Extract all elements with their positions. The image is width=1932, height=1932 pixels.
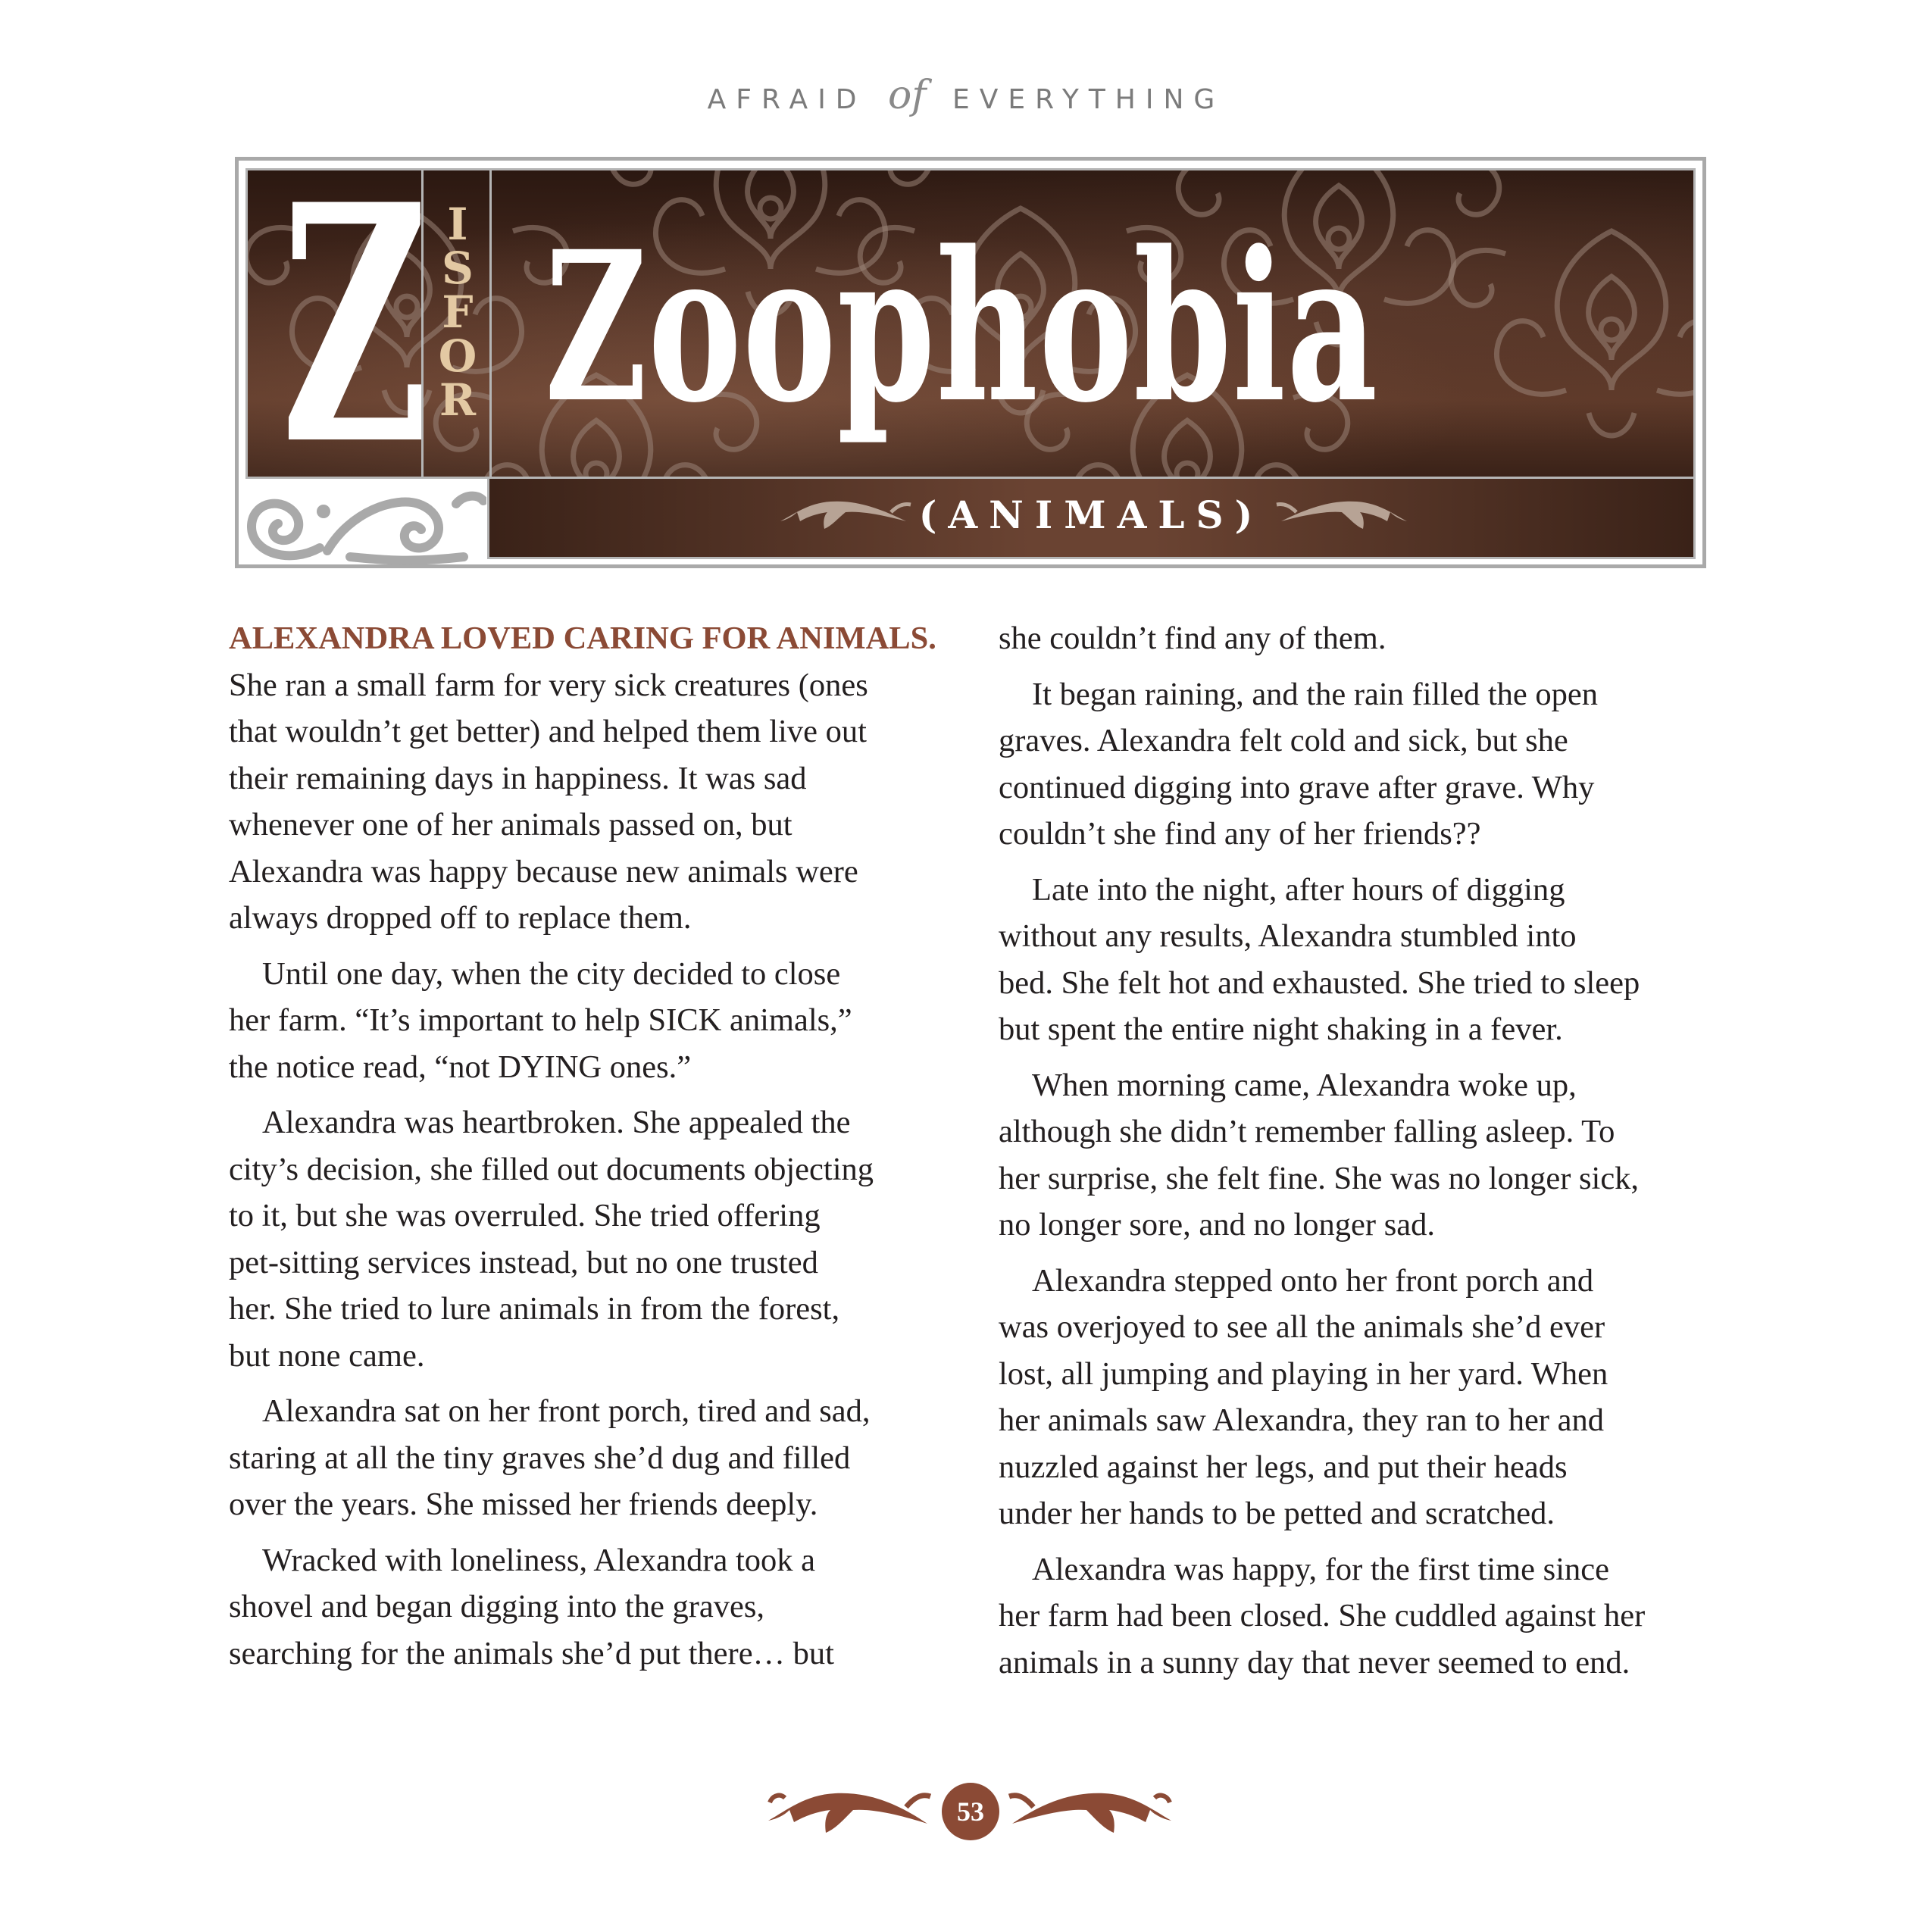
leaf-ornament-icon — [1008, 1784, 1174, 1837]
text-line: continued digging into grave after grave. Why — [999, 769, 1595, 805]
paragraph — [999, 1258, 1733, 1537]
text-line: lost, all jumping and playing in her yard. When — [999, 1355, 1608, 1392]
text-line: but none came. — [229, 1337, 425, 1374]
text-line: to it, but she was overruled. She tried offering — [229, 1198, 821, 1233]
body-column-right — [999, 615, 1733, 1695]
text-line: searching for the animals she’d put there… but — [229, 1635, 834, 1671]
drop-letter: Z — [281, 168, 429, 479]
text-line: Until one day, when the city decided to close — [262, 955, 841, 992]
chapter-title: Zoophobia — [545, 207, 1379, 449]
is-for-label — [424, 199, 492, 426]
text-line: She ran a small farm for very sick creatures (ones — [229, 667, 868, 703]
is-for-char: F — [442, 286, 474, 338]
paragraph — [229, 1099, 964, 1379]
paragraph — [229, 615, 964, 942]
text-line: her surprise, she felt fine. She was no longer sick, — [999, 1160, 1640, 1196]
running-header-of: of — [887, 73, 927, 118]
text-line: whenever one of her animals passed on, but — [229, 807, 792, 843]
text-line: It began raining, and the rain filled the open — [1032, 676, 1599, 712]
paragraph — [999, 1546, 1733, 1687]
text-line: over the years. She missed her friends deeply. — [229, 1487, 818, 1522]
text-line: Alexandra stepped onto her front porch and — [1032, 1262, 1594, 1299]
text-line: she couldn’t find any of them. — [999, 621, 1386, 656]
text-line: always dropped off to replace them. — [229, 900, 692, 936]
text-line: was overjoyed to see all the animals she’d ever — [999, 1309, 1605, 1345]
chapter-subtitle: (ANIMALS) — [918, 492, 1265, 537]
text-line: their remaining days in happiness. It was sad — [229, 760, 807, 796]
text-line: city’s decision, she filled out documents objecting — [229, 1151, 874, 1187]
text-line: her. She tried to lure animals in from the forest, — [229, 1291, 840, 1327]
title-banner — [245, 168, 1696, 479]
text-line: the notice read, “not DYING ones.” — [229, 1049, 692, 1085]
is-for-char: O — [438, 330, 477, 382]
is-for-char: I — [447, 199, 468, 250]
body-column-left — [229, 615, 964, 1686]
text-line: without any results, Alexandra stumbled into — [999, 918, 1577, 954]
text-line: her farm had been closed. She cuddled against her — [999, 1598, 1646, 1633]
text-line: bed. She felt hot and exhausted. She tried to sleep — [999, 964, 1640, 1001]
text-line: Alexandra sat on her front porch, tired and sad, — [262, 1393, 871, 1429]
paragraph — [229, 1537, 964, 1677]
text-line: no longer sore, and no longer sad. — [999, 1207, 1435, 1243]
paragraph — [999, 867, 1733, 1053]
text-line: Wracked with loneliness, Alexandra took a — [262, 1542, 816, 1578]
text-line: When morning came, Alexandra woke up, — [1032, 1067, 1577, 1103]
text-line: Alexandra was heartbroken. She appealed the — [262, 1105, 851, 1140]
text-line: Alexandra was happy, for the first time since — [1032, 1551, 1609, 1587]
leaf-ornament-icon — [765, 1784, 932, 1837]
paragraph — [229, 951, 964, 1091]
running-header — [0, 73, 1932, 118]
paragraph — [999, 615, 1733, 662]
text-line: couldn’t she find any of her friends?? — [999, 816, 1481, 852]
subtitle-bar — [487, 479, 1696, 559]
text-line: animals in a sunny day that never seemed to end. — [999, 1644, 1630, 1680]
leaf-ornament-icon — [1274, 496, 1410, 532]
drop-letter-cell — [248, 168, 429, 479]
text-line: her animals saw Alexandra, they ran to her and — [999, 1402, 1604, 1438]
is-for-char: S — [442, 242, 474, 294]
is-for-char: R — [439, 374, 477, 426]
running-header-right: EVERYTHING — [952, 84, 1225, 115]
text-line: graves. Alexandra felt cold and sick, but she — [999, 723, 1568, 758]
running-header-left: AFRAID — [707, 84, 867, 115]
text-line: Late into the night, after hours of digging — [1032, 871, 1565, 908]
is-for-cell — [424, 170, 492, 477]
paragraph — [999, 1062, 1733, 1249]
text-line: her farm. “It’s important to help SICK animals,” — [229, 1002, 852, 1038]
scroll-flourish-icon — [236, 481, 486, 571]
page-folio — [758, 1769, 1182, 1852]
text-line: Alexandra was happy because new animals were — [229, 853, 858, 889]
text-line: staring at all the tiny graves she’d dug and filled — [229, 1440, 851, 1476]
paragraph — [229, 1388, 964, 1528]
text-line: but spent the entire night shaking in a fever. — [999, 1011, 1563, 1047]
lead-in: ALEXANDRA LOVED CARING FOR ANIMALS. — [229, 621, 936, 656]
text-line: that wouldn’t get better) and helped them live out — [229, 714, 867, 749]
paragraph — [999, 671, 1733, 858]
text-line: although she didn’t remember falling asleep. To — [999, 1114, 1615, 1149]
text-line: under her hands to be petted and scratched. — [999, 1496, 1555, 1531]
text-line: pet-sitting services instead, but no one trusted — [229, 1244, 818, 1280]
page-number: 53 — [942, 1783, 999, 1840]
text-line: nuzzled against her legs, and put their heads — [999, 1449, 1568, 1485]
text-line: shovel and began digging into the graves, — [229, 1589, 764, 1624]
